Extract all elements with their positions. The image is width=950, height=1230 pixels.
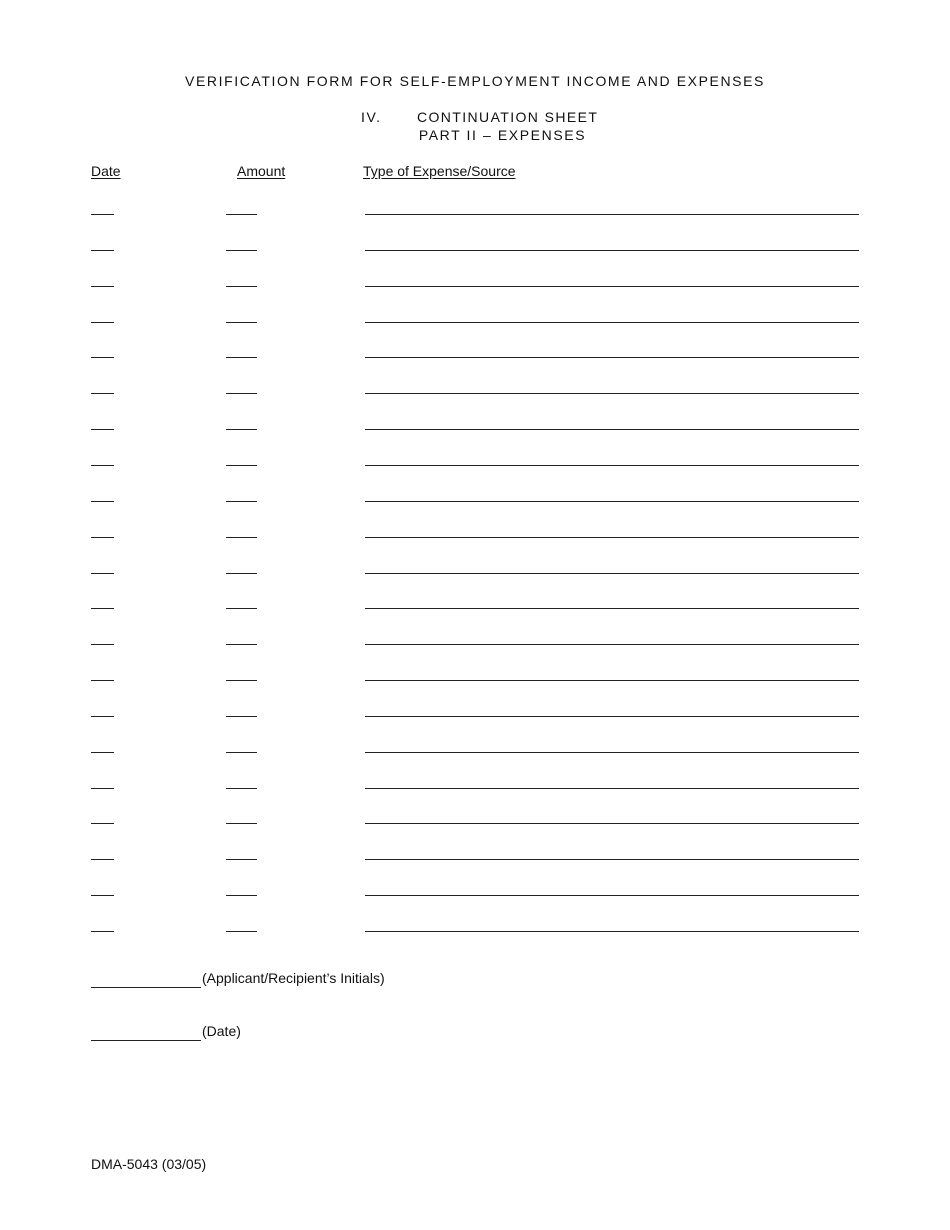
section-number: IV.: [361, 109, 382, 125]
expense-entry-row: [0, 195, 950, 215]
expense-entry-row: [0, 231, 950, 251]
expense-entry-row: [0, 804, 950, 824]
expense-type-blank[interactable]: [365, 322, 859, 323]
expense-type-blank[interactable]: [365, 286, 859, 287]
date-signature-line: [91, 1023, 491, 1043]
date-blank[interactable]: [91, 1040, 201, 1041]
date-blank[interactable]: [91, 214, 114, 215]
expense-entry-row: [0, 769, 950, 789]
date-blank[interactable]: [91, 788, 114, 789]
column-header-type: Type of Expense/Source: [363, 163, 516, 179]
expense-entry-row: [0, 410, 950, 430]
date-blank[interactable]: [91, 895, 114, 896]
amount-blank[interactable]: [226, 465, 257, 466]
date-blank[interactable]: [91, 501, 114, 502]
expense-entry-row: [0, 589, 950, 609]
expense-entry-row: [0, 625, 950, 645]
amount-blank[interactable]: [226, 823, 257, 824]
expense-entry-row: [0, 697, 950, 717]
expense-type-blank[interactable]: [365, 752, 859, 753]
expense-type-blank[interactable]: [365, 644, 859, 645]
expense-type-blank[interactable]: [365, 788, 859, 789]
expense-type-blank[interactable]: [365, 537, 859, 538]
amount-blank[interactable]: [226, 716, 257, 717]
form-title: VERIFICATION FORM FOR SELF-EMPLOYMENT INCOME AND EXPENSES: [185, 73, 765, 89]
expense-type-blank[interactable]: [365, 608, 859, 609]
amount-blank[interactable]: [226, 680, 257, 681]
amount-blank[interactable]: [226, 250, 257, 251]
date-blank[interactable]: [91, 573, 114, 574]
date-blank[interactable]: [91, 859, 114, 860]
date-blank[interactable]: [91, 322, 114, 323]
date-blank[interactable]: [91, 465, 114, 466]
amount-blank[interactable]: [226, 931, 257, 932]
amount-blank[interactable]: [226, 752, 257, 753]
expense-entry-row: [0, 876, 950, 896]
expense-type-blank[interactable]: [365, 429, 859, 430]
expense-type-blank[interactable]: [365, 573, 859, 574]
amount-blank[interactable]: [226, 357, 257, 358]
initials-signature-line: [91, 970, 491, 990]
expense-type-blank[interactable]: [365, 859, 859, 860]
column-header-date: Date: [91, 163, 121, 179]
date-blank[interactable]: [91, 429, 114, 430]
expense-type-blank[interactable]: [365, 895, 859, 896]
amount-blank[interactable]: [226, 393, 257, 394]
initials-blank[interactable]: [91, 987, 201, 988]
expense-type-blank[interactable]: [365, 357, 859, 358]
expense-type-blank[interactable]: [365, 501, 859, 502]
date-blank[interactable]: [91, 357, 114, 358]
amount-blank[interactable]: [226, 322, 257, 323]
amount-blank[interactable]: [226, 537, 257, 538]
amount-blank[interactable]: [226, 429, 257, 430]
expense-entry-row: [0, 733, 950, 753]
expense-entry-row: [0, 912, 950, 932]
amount-blank[interactable]: [226, 501, 257, 502]
expense-entry-row: [0, 840, 950, 860]
expense-entry-row: [0, 661, 950, 681]
expense-type-blank[interactable]: [365, 393, 859, 394]
section-title: CONTINUATION SHEET: [417, 109, 599, 125]
amount-blank[interactable]: [226, 286, 257, 287]
date-blank[interactable]: [91, 286, 114, 287]
expense-entry-row: [0, 374, 950, 394]
expense-type-blank[interactable]: [365, 250, 859, 251]
amount-blank[interactable]: [226, 573, 257, 574]
expense-entry-row: [0, 267, 950, 287]
expense-entry-row: [0, 554, 950, 574]
column-header-amount: Amount: [237, 163, 286, 179]
date-blank[interactable]: [91, 537, 114, 538]
expense-entry-row: [0, 518, 950, 538]
date-blank[interactable]: [91, 393, 114, 394]
expense-type-blank[interactable]: [365, 931, 859, 932]
expense-entry-row: [0, 482, 950, 502]
amount-blank[interactable]: [226, 608, 257, 609]
date-blank[interactable]: [91, 608, 114, 609]
date-blank[interactable]: [91, 716, 114, 717]
expense-entry-row: [0, 338, 950, 358]
expense-type-blank[interactable]: [365, 716, 859, 717]
amount-blank[interactable]: [226, 214, 257, 215]
expense-type-blank[interactable]: [365, 823, 859, 824]
date-blank[interactable]: [91, 680, 114, 681]
form-number: DMA-5043 (03/05): [91, 1156, 207, 1172]
amount-blank[interactable]: [226, 788, 257, 789]
date-blank[interactable]: [91, 644, 114, 645]
date-label: (Date): [202, 1023, 241, 1039]
date-blank[interactable]: [91, 752, 114, 753]
amount-blank[interactable]: [226, 859, 257, 860]
expense-type-blank[interactable]: [365, 680, 859, 681]
expense-entry-row: [0, 303, 950, 323]
expense-type-blank[interactable]: [365, 465, 859, 466]
expense-type-blank[interactable]: [365, 214, 859, 215]
amount-blank[interactable]: [226, 895, 257, 896]
date-blank[interactable]: [91, 931, 114, 932]
amount-blank[interactable]: [226, 644, 257, 645]
expense-entry-row: [0, 446, 950, 466]
date-blank[interactable]: [91, 250, 114, 251]
initials-label: (Applicant/Recipient’s Initials): [202, 970, 385, 986]
date-blank[interactable]: [91, 823, 114, 824]
part-title: PART II – EXPENSES: [418, 127, 587, 143]
